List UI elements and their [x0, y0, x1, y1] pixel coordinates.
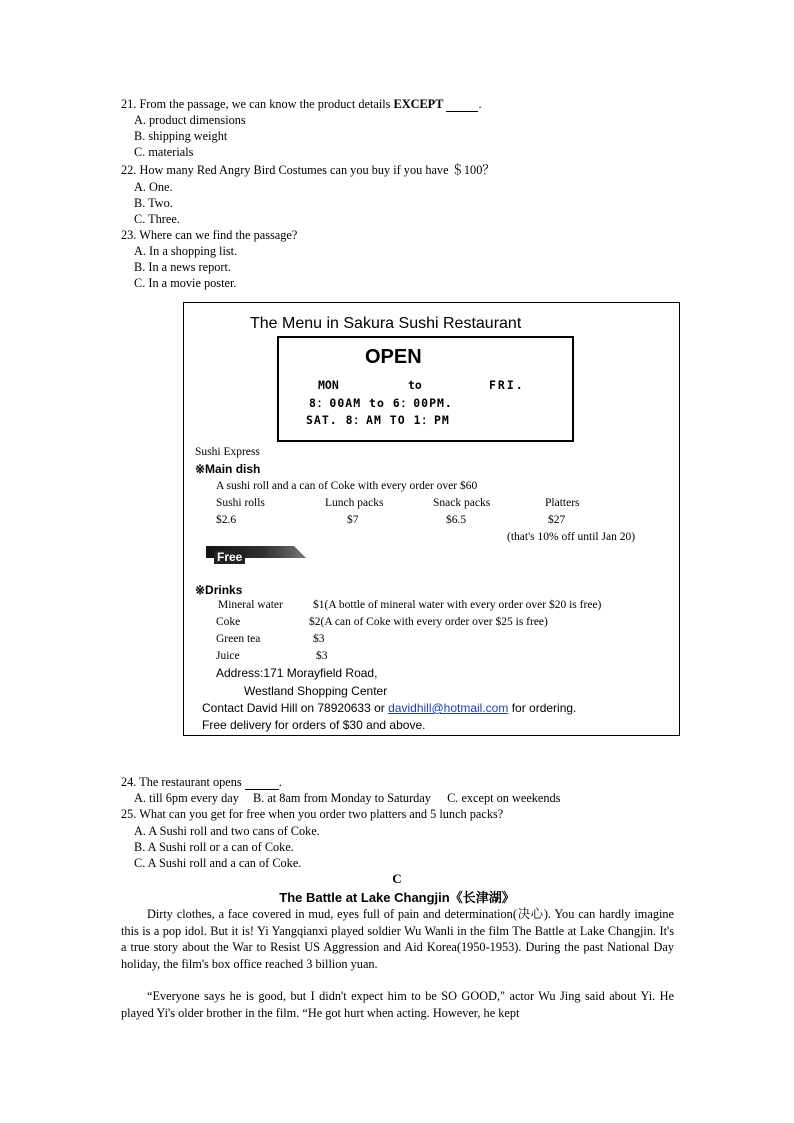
option-21a: A. product dimensions [134, 113, 246, 127]
item-name: Sushi rolls [216, 497, 265, 509]
opening-hours-box [277, 336, 574, 442]
question-24-stem: 24. The restaurant opens [121, 775, 245, 789]
question-21-end: . [478, 97, 482, 111]
option-21c: C. materials [134, 145, 194, 159]
option-24-row [134, 790, 560, 806]
question-21 [121, 96, 482, 112]
item-name: Lunch packs [325, 497, 384, 509]
contact-suffix: for ordering. [508, 701, 577, 715]
weekday-time: 8：00AM to 6：00PM. [309, 396, 453, 410]
drink-price: $3 [316, 650, 328, 662]
option-23b: B. In a news report. [134, 260, 231, 274]
address-line-1: Address:171 Morayfield Road, [216, 666, 378, 680]
drink-name: Juice [216, 650, 240, 662]
question-24 [121, 774, 282, 790]
item-name: Platters [545, 497, 580, 509]
contact-line [202, 701, 576, 715]
question-25: 25. What can you get for free when you order two platters and 5 lunch packs? [121, 807, 504, 821]
option-23c: C. In a movie poster. [134, 276, 237, 290]
answer-blank [245, 777, 279, 790]
option-24a: A. till 6pm every day [134, 791, 239, 805]
drinks-heading: ※Drinks [195, 583, 243, 597]
question-22: 22. How many Red Angry Bird Costumes can you buy if you have ＄100？ [121, 163, 495, 177]
saturday-hours: SAT. 8：AM TO 1：PM [306, 413, 450, 427]
section-label: Sushi Express [195, 446, 260, 458]
weekday-to: FRI. [489, 378, 525, 392]
item-price: $27 [548, 514, 566, 526]
item-price: $7 [347, 514, 359, 526]
menu-title: The Menu in Sakura Sushi Restaurant [250, 315, 522, 332]
option-22b: B. Two. [134, 196, 173, 210]
question-21-keyword: EXCEPT [393, 97, 444, 111]
question-23: 23. Where can we find the passage? [121, 228, 298, 242]
discount-note: (that's 10% off until Jan 20) [507, 531, 636, 543]
open-heading: OPEN [365, 346, 422, 368]
option-25c: C. A Sushi roll and a can of Coke. [134, 856, 302, 870]
question-21-stem: 21. From the passage, we can know the product details [121, 97, 394, 111]
delivery-note: Free delivery for orders of $30 and above. [202, 718, 426, 732]
answer-blank [446, 99, 478, 112]
option-22c: C. Three. [134, 212, 180, 226]
weekday-to-word: to [408, 378, 422, 392]
drink-name: Green tea [216, 633, 261, 645]
option-23a: A. In a shopping list. [134, 244, 238, 258]
drink-price: $1(A bottle of mineral water with every order over $20 is free) [313, 599, 602, 611]
paragraph: Dirty clothes, a face covered in mud, eyes full of pain and determination(决心). You can hardly imagine this is a pop idol. But it is! Yi Yangqianxi played soldier Wu Wanli in the film The Battle at Lake Changjin. It's a true story about the War to Resist US Aggression and Aid Korea(1950-1953). During the past National Day holiday, the film's box office reached 3 billion yuan. [121, 907, 674, 971]
question-24-end: . [278, 775, 282, 789]
section-letter: C [392, 871, 402, 886]
option-25a: A. A Sushi roll and two cans of Coke. [134, 824, 320, 838]
address-line-2: Westland Shopping Center [244, 684, 388, 698]
option-21b: B. shipping weight [134, 129, 228, 143]
drink-price: $3 [313, 633, 325, 645]
free-label: Free [214, 550, 245, 564]
contact-prefix: Contact David Hill on 78920633 or [202, 701, 389, 715]
item-price: $2.6 [216, 514, 237, 526]
contact-email-link[interactable]: davidhill@hotmail.com [388, 701, 509, 715]
weekday-from: MON [318, 378, 339, 392]
article-title: The Battle at Lake Changjin《长津湖》 [279, 890, 515, 905]
drink-name: Mineral water [218, 599, 283, 611]
option-24c: C. except on weekends [447, 791, 561, 805]
main-dish-heading: ※Main dish [195, 462, 261, 476]
menu-image [183, 302, 680, 736]
drink-name: Coke [216, 616, 241, 628]
paragraph: “Everyone says he is good, but I didn't expect him to be SO GOOD," actor Wu Jing said about Yi. He played Yi's older brother in the film. “He got hurt when acting. However, he kept [121, 989, 674, 1020]
drink-price: $2(A can of Coke with every order over $25 is free) [309, 616, 548, 628]
item-price: $6.5 [446, 514, 467, 526]
option-25b: B. A Sushi roll or a can of Coke. [134, 840, 294, 854]
item-name: Snack packs [433, 497, 491, 509]
option-22a: A. One. [134, 180, 173, 194]
option-24b: B. at 8am from Monday to Saturday [253, 791, 431, 805]
main-dish-offer: A sushi roll and a can of Coke with every order over $60 [216, 480, 478, 492]
